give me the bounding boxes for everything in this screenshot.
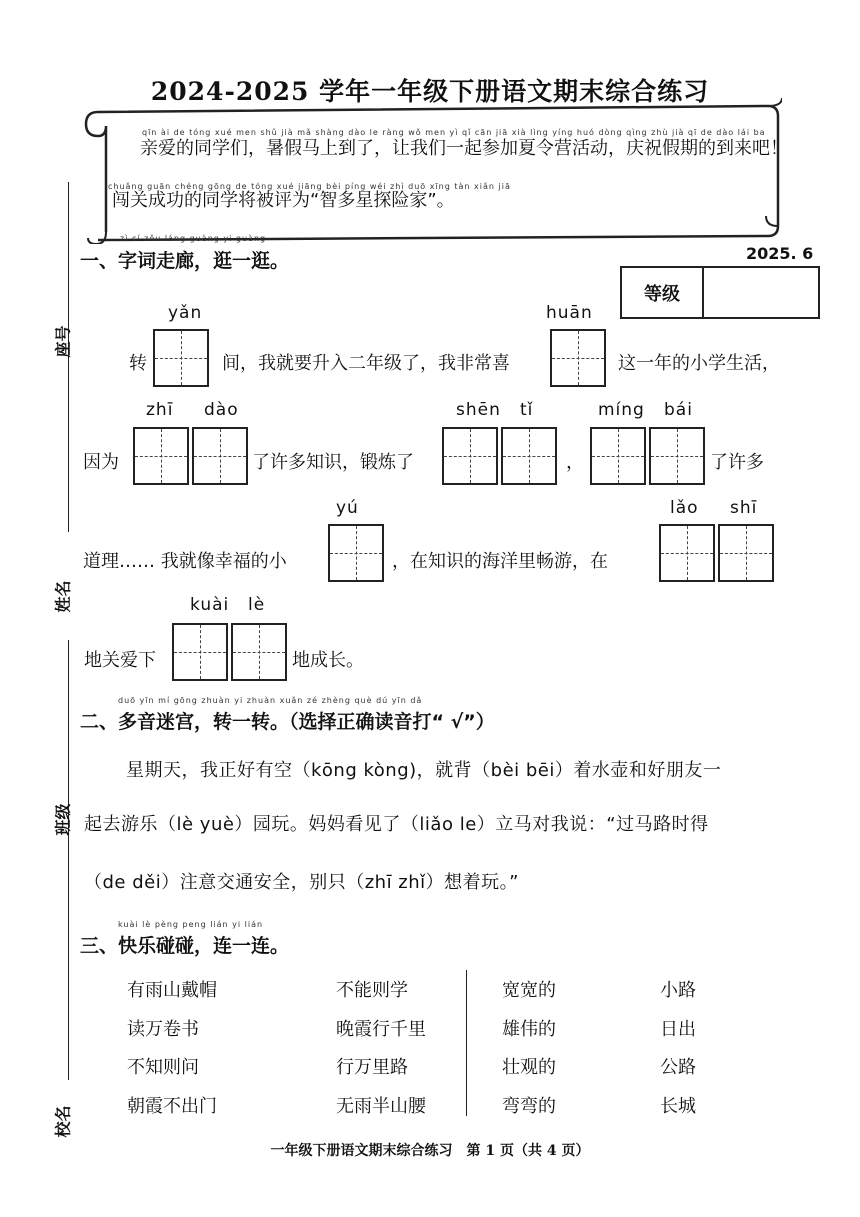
section1-title: 一、字词走廊，逛一逛。 (80, 250, 290, 272)
line2-comma: ， (566, 452, 584, 473)
pinyin-dao: dào (204, 400, 239, 420)
pinyin-lao: lǎo (670, 498, 699, 518)
match-item[interactable]: 公路 (660, 1057, 696, 1078)
school-label: 校名 (53, 1105, 73, 1138)
intro-pinyin-1: qīn ài de tóng xué men shǔ jià mǎ shàng dào le ràng wǒ men yì qǐ cān jiā xià lìng yíng huó dòng qìng zhù jià qī de dào lái ba (142, 128, 766, 137)
line4-post: 地成长。 (292, 650, 364, 671)
section3-title: 三、快乐碰碰，连一连。 (80, 935, 290, 957)
line4-pre: 地关爱下 (84, 650, 156, 671)
match-item[interactable]: 有雨山戴帽 (127, 980, 217, 1001)
line2-mid: 了许多知识，锻炼了 (252, 452, 414, 473)
line1-pre: 转 (129, 353, 147, 374)
match-item[interactable]: 朝霞不出门 (127, 1096, 217, 1117)
write-cell[interactable] (442, 427, 498, 485)
write-cell[interactable] (649, 427, 705, 485)
name-label: 姓名 (53, 580, 73, 613)
section2-title: 二、多音迷宫，转一转。（选择正确读音打“ √”） (80, 711, 495, 733)
pinyin-shi: shī (730, 498, 758, 518)
class-label: 班级 (53, 803, 73, 836)
write-cell[interactable] (153, 329, 209, 387)
pinyin-shen: shēn (456, 400, 501, 420)
match-item[interactable]: 行万里路 (336, 1057, 408, 1078)
intro-pinyin-2: chuǎng guān chéng gōng de tóng xué jiāng bèi píng wéi zhì duō xīng tàn xiǎn jiā (108, 182, 511, 191)
write-cell[interactable] (590, 427, 646, 485)
write-cell[interactable] (231, 623, 287, 681)
write-cell[interactable] (172, 623, 228, 681)
match-item[interactable]: 小路 (660, 980, 696, 1001)
section2-line2: 起去游乐（lè yuè）园玩。妈妈看见了（liǎo le）立马对我说：“过马路时得 (84, 814, 709, 835)
line1-post: 这一年的小学生活， (618, 353, 780, 374)
write-cell[interactable] (659, 524, 715, 582)
page-title: 2024-2025 学年一年级下册语文期末综合练习 (150, 77, 710, 106)
write-cell[interactable] (328, 524, 384, 582)
pinyin-yan: yǎn (168, 303, 203, 323)
line3-pre: 道理…… 我就像幸福的小 (83, 551, 287, 572)
section2-line1: 星期天，我正好有空（kōng kòng)，就背（bèi bēi）着水壶和好朋友一 (126, 760, 722, 781)
pinyin-zhi: zhī (146, 400, 174, 420)
match-item[interactable]: 宽宽的 (502, 980, 556, 1001)
write-cell[interactable] (133, 427, 189, 485)
pinyin-yu: yú (336, 498, 359, 518)
pinyin-kuai: kuài (190, 595, 230, 615)
match-divider (466, 970, 467, 1116)
grade-label: 等级 (622, 268, 704, 317)
section2-line3: （de děi）注意交通安全，别只（zhī zhǐ）想着玩。” (84, 872, 519, 893)
write-cell[interactable] (192, 427, 248, 485)
match-item[interactable]: 不知则问 (127, 1057, 199, 1078)
match-item[interactable]: 雄伟的 (502, 1019, 556, 1040)
match-item[interactable]: 读万卷书 (127, 1019, 199, 1040)
section1-pinyin: zì cí zǒu láng guàng yi guàng (120, 234, 267, 243)
binding-line-bottom (68, 640, 69, 1080)
pinyin-le: lè (248, 595, 266, 615)
pinyin-bai: bái (664, 400, 693, 420)
match-item[interactable]: 不能则学 (336, 980, 408, 1001)
match-item[interactable]: 无雨半山腰 (336, 1096, 426, 1117)
write-cell[interactable] (718, 524, 774, 582)
match-item[interactable]: 长城 (660, 1096, 696, 1117)
match-item[interactable]: 壮观的 (502, 1057, 556, 1078)
pinyin-ti: tǐ (520, 400, 534, 420)
intro-line-2: 闯关成功的同学将被评为“智多星探险家”。 (112, 190, 455, 211)
date: 2025. 6 (746, 244, 814, 263)
pinyin-ming: míng (598, 400, 645, 420)
line3-mid: ，在知识的海洋里畅游，在 (392, 551, 608, 572)
grade-box (620, 266, 820, 319)
seat-label: 座号 (53, 325, 73, 358)
section2-pinyin: duō yīn mí gōng zhuàn yi zhuàn xuǎn zé zhèng què dú yīn dǎ (118, 696, 423, 705)
scroll-banner (84, 98, 782, 244)
page-footer: 一年级下册语文期末综合练习 第 1 页（共 4 页） (270, 1143, 590, 1159)
pinyin-huan: huān (546, 303, 593, 323)
line2-pre: 因为 (83, 452, 119, 473)
section3-pinyin: kuài lè pèng peng lián yi lián (118, 920, 264, 929)
write-cell[interactable] (501, 427, 557, 485)
write-cell[interactable] (550, 329, 606, 387)
intro-line-1: 亲爱的同学们，暑假马上到了，让我们一起参加夏令营活动，庆祝假期的到来吧！ (140, 138, 788, 159)
line1-mid: 间，我就要升入二年级了，我非常喜 (222, 353, 510, 374)
match-item[interactable]: 晚霞行千里 (336, 1019, 426, 1040)
match-item[interactable]: 弯弯的 (502, 1096, 556, 1117)
line2-post: 了许多 (710, 452, 764, 473)
match-item[interactable]: 日出 (660, 1019, 696, 1040)
